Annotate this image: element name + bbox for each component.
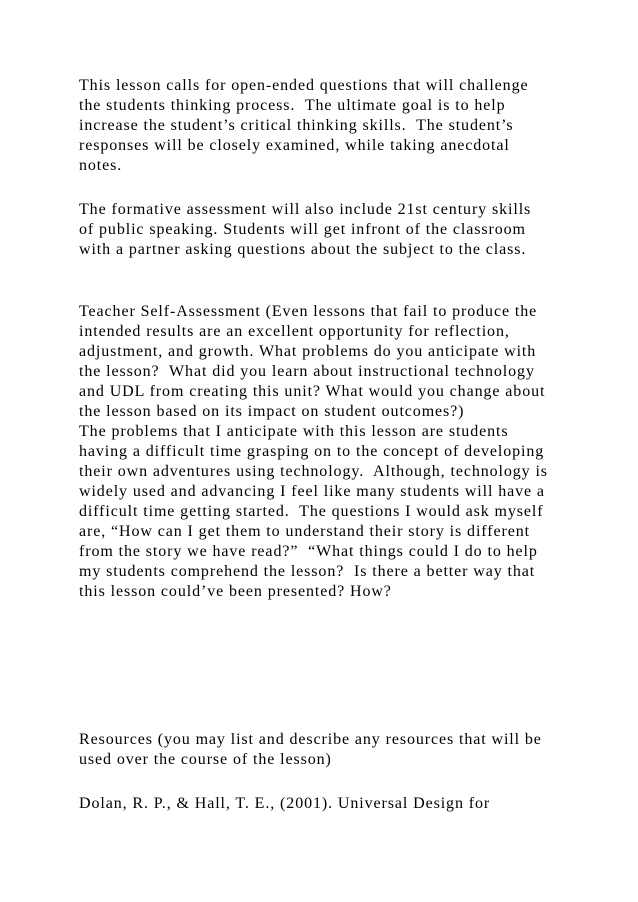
text-line: my students comprehend the lesson? Is there a better way that [79,563,536,580]
text-line: the lesson? What did you learn about instructional technology [79,363,535,380]
text-line: Resources (you may list and describe any resources that will be [79,731,542,748]
text-line: increase the student’s critical thinking skills. The student’s [79,117,514,134]
text-line: The formative assessment will also include 21st century skills [79,201,532,218]
text-line: difficult time getting started. The questions I would ask myself [79,503,544,520]
text-line: their own adventures using technology. Although, technology is [79,463,548,480]
text-line: used over the course of the lesson) [79,751,332,768]
text-line: are, “How can I get them to understand their story is different [79,523,530,540]
text-line: The problems that I anticipate with this lesson are students [79,423,509,440]
text-line: Dolan, R. P., & Hall, T. E., (2001). Universal Design for [79,795,491,812]
text-line: the students thinking process. The ultimate goal is to help [79,97,506,114]
text-line: having a difficult time grasping on to the concept of developing [79,443,545,460]
text-line: widely used and advancing I feel like many students will have a [79,483,545,500]
text-line: the lesson based on its impact on student outcomes?) [79,403,465,420]
text-line: intended results are an excellent opportunity for reflection, [79,323,510,340]
text-line: notes. [79,157,123,174]
text-line: responses will be closely examined, while taking anecdotal [79,137,510,154]
text-line: with a partner asking questions about the subject to the class. [79,241,527,258]
text-line: adjustment, and growth. What problems do you anticipate with [79,343,537,360]
text-line: from the story we have read?” “What things could I do to help [79,543,538,560]
text-line: Teacher Self-Assessment (Even lessons that fail to produce the [79,303,538,320]
text-line: This lesson calls for open-ended questions that will challenge [79,77,529,94]
text-line: and UDL from creating this unit? What would you change about [79,383,546,400]
text-line: of public speaking. Students will get infront of the classroom [79,221,526,238]
text-line: this lesson could’ve been presented? How? [79,583,392,600]
